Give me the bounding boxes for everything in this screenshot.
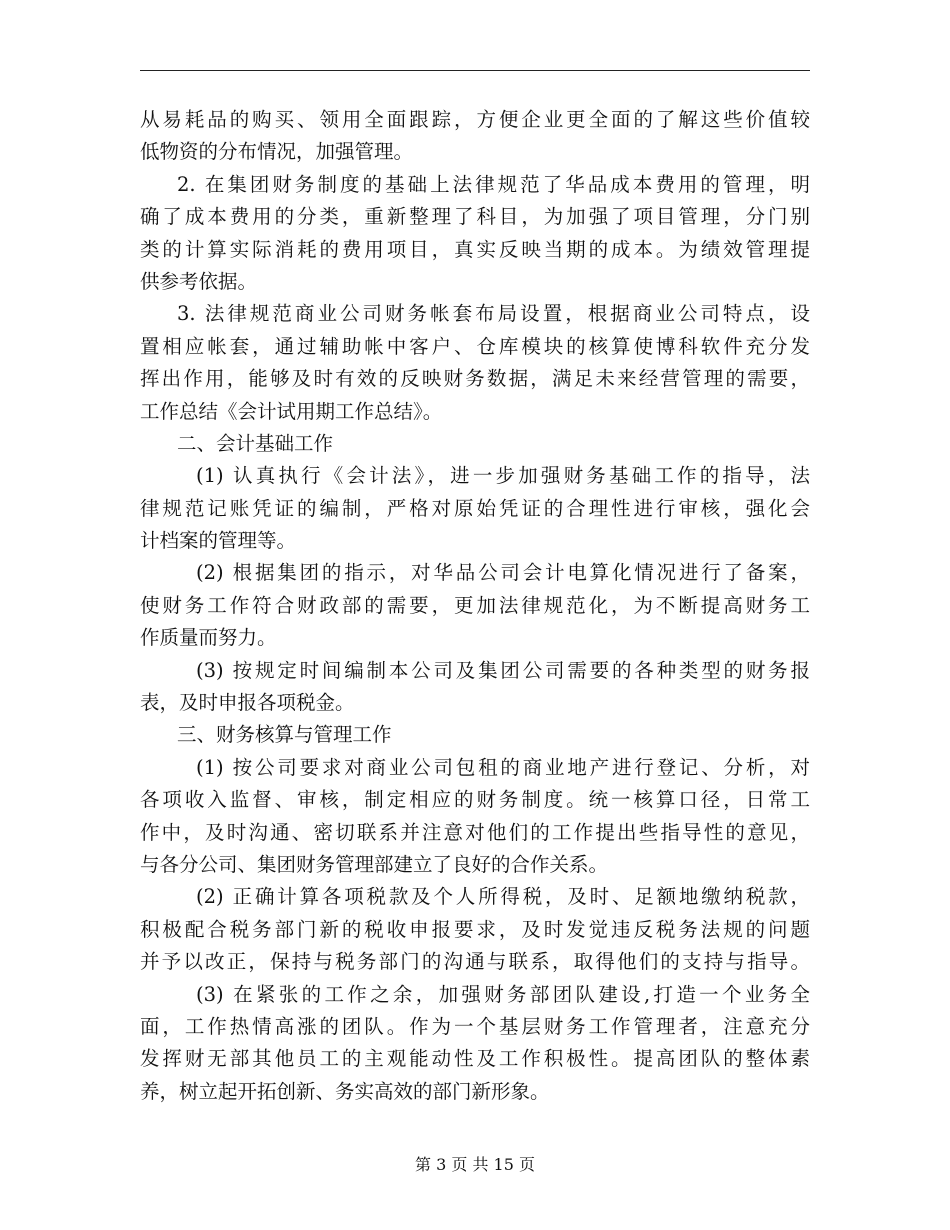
text-line: 积极配合税务部门新的税收申报要求，及时发觉违反税务法规的问题: [140, 917, 810, 941]
text-line: 律规范记账凭证的编制，严格对原始凭证的合理性进行审核，强化会: [140, 496, 810, 520]
text-line: (2) 根据集团的指示，对华品公司会计电算化情况进行了备案，: [196, 561, 810, 585]
text-line: 从易耗品的购买、领用全面跟踪，方便企业更全面的了解这些价值较: [140, 108, 810, 131]
header-rule: [140, 70, 810, 71]
text-line: 发挥财无部其他员工的主观能动性及工作积极性。提高团队的整体素: [140, 1047, 810, 1071]
text-line: 供参考依据。: [140, 269, 258, 293]
text-line: 作中，及时沟通、密切联系并注意对他们的工作提出些指导性的意见，: [140, 820, 810, 844]
text-line: 使财务工作符合财政部的需要，更加法律规范化，为不断提高财务工: [140, 593, 810, 617]
text-line: (2) 正确计算各项税款及个人所得税，及时、足额地缴纳税款，: [196, 885, 810, 909]
text-line: 2. 在集团财务制度的基础上法律规范了华品成本费用的管理，明: [177, 172, 810, 196]
text-line: 工作总结《会计试用期工作总结》。: [140, 399, 443, 423]
text-line: (1) 认真执行《会计法》，进一步加强财务基础工作的指导，法: [196, 464, 810, 488]
section-heading: 二、会计基础工作: [177, 431, 334, 455]
text-line: 低物资的分布情况，加强管理。: [140, 140, 414, 164]
text-line: 并予以改正，保持与税务部门的沟通与联系，取得他们的支持与指导。: [140, 950, 810, 974]
text-line: 各项收入监督、审核，制定相应的财务制度。统一核算口径，日常工: [140, 788, 810, 812]
text-line: 类的计算实际消耗的费用项目，真实反映当期的成本。为绩效管理提: [140, 237, 810, 261]
text-line: 挥出作用，能够及时有效的反映财务数据，满足未来经营管理的需要，: [140, 367, 810, 391]
page-number: 第 3 页 共 15 页: [415, 1155, 535, 1174]
text-line: 3. 法律规范商业公司财务帐套布局设置，根据商业公司特点，设: [177, 302, 810, 326]
text-line: 置相应帐套，通过辅助帐中客户、仓库模块的核算使博科软件充分发: [140, 334, 810, 358]
text-line: 表，及时申报各项税金。: [140, 691, 355, 715]
section-heading: 三、财务核算与管理工作: [177, 723, 392, 747]
text-line: (3) 按规定时间编制本公司及集团公司需要的各种类型的财务报: [196, 658, 810, 682]
text-line: 确了成本费用的分类，重新整理了科目，为加强了项目管理，分门别: [140, 205, 810, 229]
text-line: (3) 在紧张的工作之余，加强财务部团队建设,打造一个业务全: [196, 982, 810, 1006]
text-line: 养，树立起开拓创新、务实高效的部门新形象。: [140, 1079, 550, 1103]
text-line: 作质量而努力。: [140, 626, 277, 650]
text-line: (1) 按公司要求对商业公司包租的商业地产进行登记、分析，对: [196, 755, 810, 779]
text-line: 计档案的管理等。: [140, 529, 297, 553]
text-line: 面，工作热情高涨的团队。作为一个基层财务工作管理者，注意充分: [140, 1014, 810, 1038]
document-body: [140, 104, 810, 1108]
text-line: 与各分公司、集团财务管理部建立了良好的合作关系。: [140, 852, 609, 876]
